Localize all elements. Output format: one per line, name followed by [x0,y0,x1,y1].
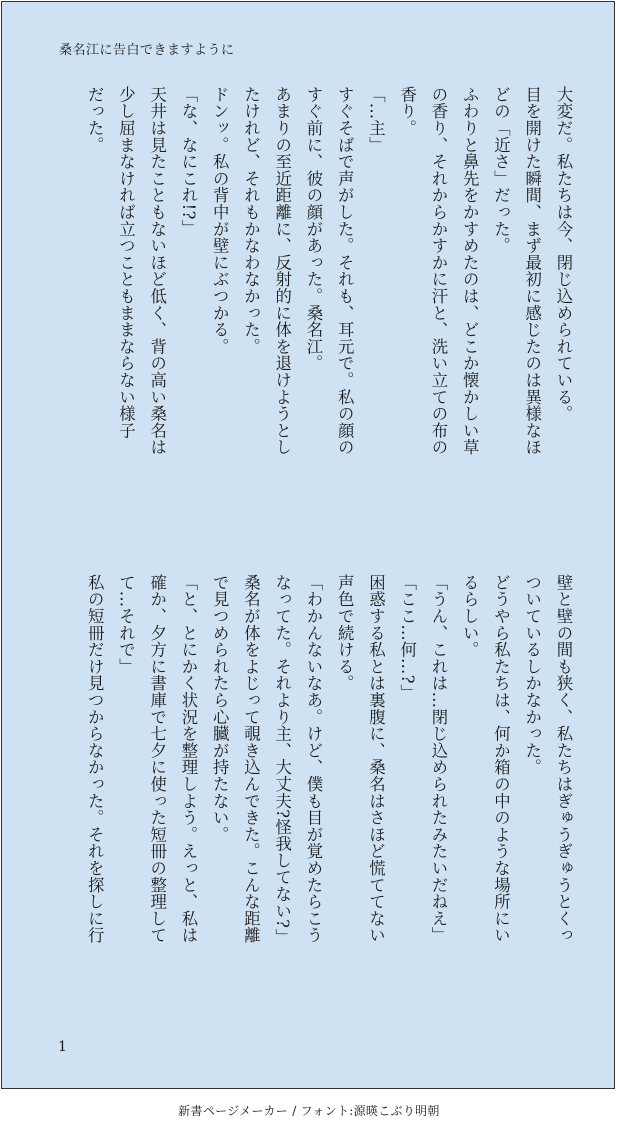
text-line: 香り。 [397,86,417,137]
page-number: 1 [58,1039,67,1055]
text-line: 少し屈まなければ立つこともままならない様子 [116,86,136,439]
text-line: たけれど、それもかなわなかった。 [241,86,261,355]
text-line: だった。 [85,86,105,154]
text-line: 大変だ。私たちは今、閉じ込められている。 [554,86,573,422]
text-line: どうやら私たちは、何か箱の中のような場所にい [491,574,511,944]
text-line: 「ここ…何…?」 [397,574,417,701]
text-line: 困惑する私とは裏腹に、桑名はさほど慌ててない [366,574,386,944]
text-line: で見つめられたら心臓が持たない。 [210,574,230,843]
footer-credit: 新書ページメーカー / フォント:源暎こぶり明朝 [178,1104,440,1118]
text-block-bottom [59,574,579,1019]
text-line: 確か、夕方に書庫で七夕に使った短冊の整理して [147,574,167,944]
text-line: 「と、とにかく状況を整理しよう。えっと、私は [179,574,198,944]
text-line: どの「近さ」だった。 [491,86,511,254]
text-line: 「…主」 [366,86,386,154]
text-block-top [59,86,579,531]
manuscript-page [1,1,615,1089]
text-line: 「な、なにこれ!?」 [179,86,198,237]
text-line: 桑名が体をよじって覗き込んできた。こんな距離 [241,574,261,944]
text-line: ふわりと鼻先をかすめたのは、どこか懐かしい草 [460,86,480,456]
text-line: 天井は見たこともないほど低く、背の高い桑名は [147,86,167,456]
text-line: て…それで」 [116,574,136,675]
text-line: の香り、それからかすかに汗と、洗い立ての布の [429,86,448,456]
page-header-title: 桑名江に告白できますように [59,43,235,58]
text-line: 声色で続ける。 [335,574,355,692]
text-line: ついているしかなかった。 [522,574,542,776]
text-line: るらしい。 [460,574,480,658]
text-line: すぐ前に、彼の顔があった。桑名江。 [304,86,323,372]
text-line: 私の短冊だけ見つからなかった。それを探しに行 [85,574,105,944]
text-line: 「わかんないなあ。けど、僕も目が覚めたらこう [304,574,323,944]
text-line: ドンッ。私の背中が壁にぶつかる。 [210,86,230,355]
text-line: 「うん、これは…閉じ込められたみたいだねえ」 [429,574,448,944]
text-line: 目を開けた瞬間、まず最初に感じたのは異様なほ [522,86,542,456]
text-line: あまりの至近距離に、反射的に体を退けようとし [272,86,292,456]
text-line: 壁と壁の間も狭く、私たちはぎゅうぎゅうとくっ [554,574,573,944]
text-line: すぐそばで声がした。それも、耳元で。私の顔の [335,86,355,456]
text-line: なってた。それより主、大丈夫?怪我してない?」 [272,574,292,946]
